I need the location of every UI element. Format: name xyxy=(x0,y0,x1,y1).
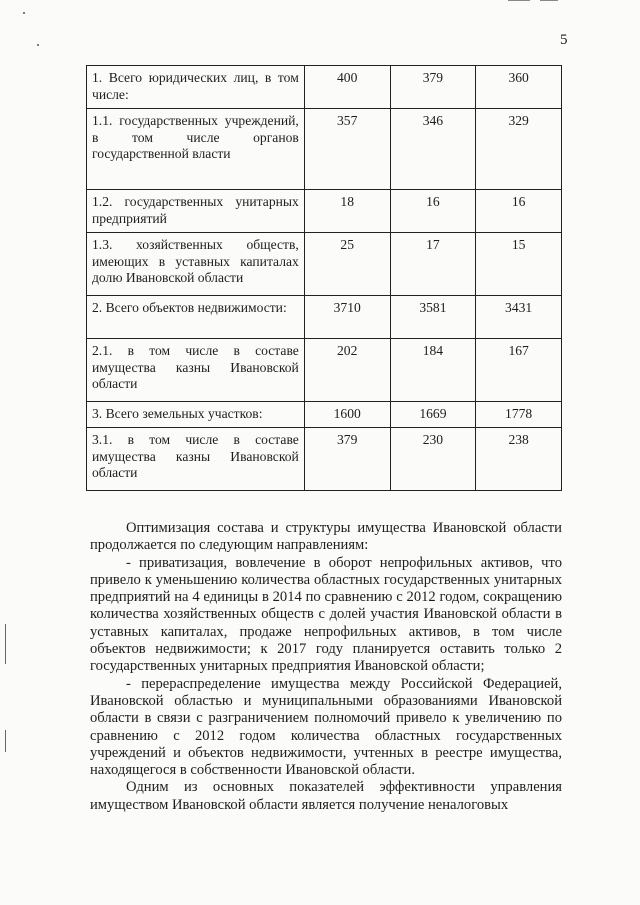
table-row xyxy=(87,428,562,491)
scan-dot xyxy=(37,44,39,46)
value-2012: 357 xyxy=(304,109,390,190)
table-row xyxy=(87,233,562,296)
row-label: 1.2. государственных унитарных предприятий xyxy=(87,190,305,233)
paragraph: - приватизация, вовлечение в оборот непрофильных активов, что привело к уменьшению количества областных государственных унитарных предприятий на 4 единицы в 2014 по сравнению с 2012 годом, сокращению количества хозяйственных обществ с долей участия Ивановской области в уставных капиталах, продаже непрофильных активов, в том числе объектов недвижимости; к 2017 году планируется оставить только 2 государственных унитарных предприятия Ивановской области; xyxy=(90,554,562,675)
row-label: 1.3. хозяйственных обществ, имеющих в уставных капиталах долю Ивановской области xyxy=(87,233,305,296)
value-2013: 17 xyxy=(390,233,476,296)
value-2014: 238 xyxy=(476,428,562,491)
table-row xyxy=(87,296,562,339)
value-2013: 16 xyxy=(390,190,476,233)
document-body xyxy=(90,520,562,814)
page-number: 5 xyxy=(560,32,568,48)
value-2012: 18 xyxy=(304,190,390,233)
value-2013: 1669 xyxy=(390,402,476,428)
property-statistics-table xyxy=(86,65,562,491)
row-label: 2.1. в том числе в составе имущества казны Ивановской области xyxy=(87,339,305,402)
value-2014: 329 xyxy=(476,109,562,190)
table-row xyxy=(87,402,562,428)
table-row xyxy=(87,109,562,190)
row-label: 1.1. государственных учреждений, в том числе органов государственной власти xyxy=(87,109,305,190)
table-row xyxy=(87,66,562,109)
value-2014: 16 xyxy=(476,190,562,233)
row-label: 1. Всего юридических лиц, в том числе: xyxy=(87,66,305,109)
scan-mark xyxy=(508,0,530,1)
scan-margin-line xyxy=(5,624,6,664)
value-2014: 360 xyxy=(476,66,562,109)
paragraph: Одним из основных показателей эффективности управления имуществом Ивановской области является получение неналоговых xyxy=(90,779,562,813)
paragraph: Оптимизация состава и структуры имущества Ивановской области продолжается по следующим направлениям: xyxy=(90,520,562,554)
value-2012: 202 xyxy=(304,339,390,402)
paragraph: - перераспределение имущества между Российской Федерацией, Ивановской областью и муниципальными образованиями Ивановской области в связи с разграничением полномочий привело к увеличению по сравнению с 2012 годом количества областных государственных учреждений и объектов недвижимости, учтенных в реестре имущества, находящегося в собственности Ивановской области. xyxy=(90,675,562,779)
value-2014: 1778 xyxy=(476,402,562,428)
value-2012: 1600 xyxy=(304,402,390,428)
table-row xyxy=(87,190,562,233)
value-2012: 3710 xyxy=(304,296,390,339)
value-2012: 25 xyxy=(304,233,390,296)
value-2014: 167 xyxy=(476,339,562,402)
scan-dot xyxy=(23,12,25,14)
value-2013: 184 xyxy=(390,339,476,402)
scan-mark xyxy=(540,0,558,1)
row-label: 2. Всего объектов недвижимости: xyxy=(87,296,305,339)
value-2013: 3581 xyxy=(390,296,476,339)
value-2013: 230 xyxy=(390,428,476,491)
row-label: 3.1. в том числе в составе имущества казны Ивановской области xyxy=(87,428,305,491)
value-2013: 346 xyxy=(390,109,476,190)
table-row xyxy=(87,339,562,402)
value-2014: 3431 xyxy=(476,296,562,339)
value-2012: 379 xyxy=(304,428,390,491)
value-2014: 15 xyxy=(476,233,562,296)
scan-margin-line xyxy=(5,730,6,752)
row-label: 3. Всего земельных участков: xyxy=(87,402,305,428)
value-2012: 400 xyxy=(304,66,390,109)
value-2013: 379 xyxy=(390,66,476,109)
